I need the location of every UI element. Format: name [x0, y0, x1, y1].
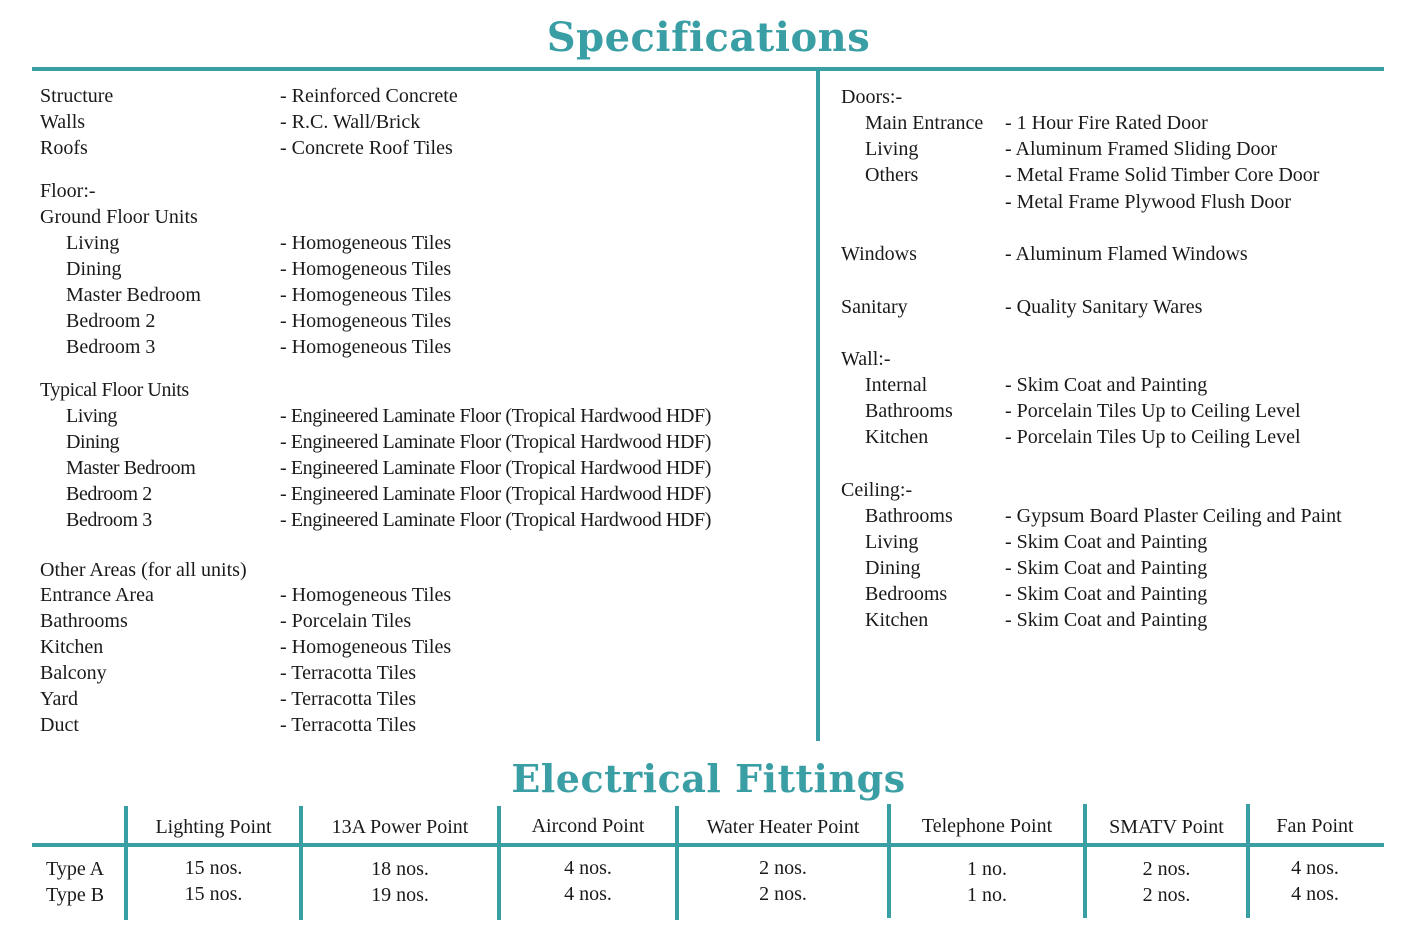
- spec-label: Bedroom 2: [66, 483, 152, 505]
- spec-value: - Engineered Laminate Floor (Tropical Hardwood HDF): [280, 457, 711, 479]
- table-cell: 15 nos.: [184, 883, 243, 905]
- column-header: Telephone Point: [921, 815, 1053, 837]
- spec-label: Living: [66, 232, 120, 254]
- table-cell: 19 nos.: [371, 884, 429, 906]
- column-header: Water Heater Point: [706, 816, 860, 838]
- table-cell: 2 nos.: [759, 857, 807, 879]
- spec-value: - Skim Coat and Painting: [1005, 374, 1208, 396]
- table-cell: 2 nos.: [1142, 858, 1191, 880]
- spec-label: Dining: [66, 258, 122, 280]
- spec-label: Master Bedroom: [66, 457, 196, 479]
- spec-label: Balcony: [40, 662, 107, 684]
- spec-label: Dining: [66, 431, 120, 453]
- spec-label: Walls: [40, 111, 86, 133]
- table-cell: 18 nos.: [371, 858, 429, 880]
- spec-value: - Homogeneous Tiles: [280, 336, 452, 358]
- wall-heading: Wall:-: [841, 348, 891, 370]
- table-cell: 4 nos.: [1291, 857, 1339, 879]
- spec-value: - Aluminum Flamed Windows: [1005, 243, 1248, 265]
- column-header: SMATV Point: [1109, 816, 1224, 838]
- spec-label: Living: [865, 531, 919, 553]
- spec-label: Dining: [865, 557, 921, 579]
- spec-label: Windows: [841, 243, 917, 265]
- table-cell: 4 nos.: [564, 857, 612, 879]
- spec-label: Others: [865, 164, 919, 186]
- spec-value: - Engineered Laminate Floor (Tropical Hardwood HDF): [280, 509, 711, 531]
- spec-label: Bathrooms: [40, 610, 128, 632]
- spec-value: - Metal Frame Plywood Flush Door: [1005, 191, 1292, 213]
- typical-floor-heading: Typical Floor Units: [40, 379, 189, 401]
- floor-heading: Floor:-: [40, 180, 96, 202]
- spec-value: - Metal Frame Solid Timber Core Door: [1005, 164, 1320, 186]
- spec-label: Duct: [40, 714, 79, 736]
- spec-value: - Skim Coat and Painting: [1005, 531, 1208, 553]
- spec-value: - Skim Coat and Painting: [1005, 557, 1208, 579]
- top-divider: [32, 67, 1384, 71]
- spec-label: Yard: [40, 688, 78, 710]
- doors-heading: Doors:-: [841, 86, 903, 108]
- spec-value: - Engineered Laminate Floor (Tropical Hardwood HDF): [280, 483, 711, 505]
- table-cell: 4 nos.: [1291, 883, 1339, 905]
- spec-label: Master Bedroom: [66, 284, 201, 306]
- table-cell: 1 no.: [967, 858, 1007, 880]
- column-divider: [816, 69, 820, 741]
- spec-value: - Terracotta Tiles: [280, 662, 416, 684]
- spec-label: Bedrooms: [865, 583, 948, 605]
- ground-floor-heading: Ground Floor Units: [40, 206, 198, 228]
- spec-label: Kitchen: [40, 636, 104, 658]
- spec-value: - Porcelain Tiles: [280, 610, 412, 632]
- spec-value: - Engineered Laminate Floor (Tropical Hardwood HDF): [280, 431, 711, 453]
- spec-value: - Reinforced Concrete: [280, 85, 458, 107]
- spec-value: - 1 Hour Fire Rated Door: [1005, 112, 1208, 134]
- electrical-fittings-title: Electrical Fittings: [511, 756, 906, 801]
- spec-label: Entrance Area: [40, 584, 154, 606]
- spec-value: - Skim Coat and Painting: [1005, 609, 1208, 631]
- spec-value: - Gypsum Board Plaster Ceiling and Paint: [1005, 505, 1342, 527]
- spec-value: - Terracotta Tiles: [280, 714, 416, 736]
- spec-label: Bedroom 3: [66, 336, 156, 358]
- column-header: Fan Point: [1276, 815, 1354, 837]
- spec-label: Structure: [40, 85, 114, 107]
- spec-value: - Engineered Laminate Floor (Tropical Hardwood HDF): [280, 405, 711, 427]
- other-areas-heading: Other Areas (for all units): [40, 559, 247, 581]
- spec-value: - Terracotta Tiles: [280, 688, 416, 710]
- spec-label: Internal: [865, 374, 928, 396]
- spec-label: Roofs: [40, 137, 88, 159]
- spec-label: Sanitary: [841, 296, 908, 318]
- spec-value: - Homogeneous Tiles: [280, 284, 452, 306]
- table-cell: 2 nos.: [759, 883, 807, 905]
- table-header-divider: [32, 843, 1384, 847]
- spec-value: - Aluminum Framed Sliding Door: [1005, 138, 1278, 160]
- spec-value: - Quality Sanitary Wares: [1005, 296, 1203, 318]
- spec-label: Living: [66, 405, 117, 427]
- spec-value: - Porcelain Tiles Up to Ceiling Level: [1005, 426, 1301, 448]
- spec-label: Living: [865, 138, 919, 160]
- spec-label: Main Entrance: [865, 112, 984, 134]
- spec-label: Bathrooms: [865, 505, 953, 527]
- ceiling-heading: Ceiling:-: [841, 479, 913, 501]
- spec-value: - Homogeneous Tiles: [280, 584, 452, 606]
- column-header: Lighting Point: [155, 816, 272, 838]
- column-header: Aircond Point: [531, 815, 645, 837]
- spec-value: - Homogeneous Tiles: [280, 258, 452, 280]
- row-label: Type B: [46, 884, 105, 906]
- table-cell: 1 no.: [967, 884, 1007, 906]
- spec-value: - Homogeneous Tiles: [280, 310, 452, 332]
- spec-value: - R.C. Wall/Brick: [280, 111, 421, 133]
- spec-value: - Skim Coat and Painting: [1005, 583, 1208, 605]
- spec-label: Bedroom 2: [66, 310, 156, 332]
- spec-label: Bathrooms: [865, 400, 953, 422]
- table-cell: 2 nos.: [1142, 884, 1191, 906]
- spec-label: Kitchen: [865, 609, 929, 631]
- spec-value: - Homogeneous Tiles: [280, 232, 452, 254]
- spec-value: - Porcelain Tiles Up to Ceiling Level: [1005, 400, 1301, 422]
- spec-value: - Homogeneous Tiles: [280, 636, 452, 658]
- column-header: 13A Power Point: [331, 816, 469, 838]
- spec-label: Bedroom 3: [66, 509, 152, 531]
- table-cell: 15 nos.: [184, 857, 243, 879]
- spec-label: Kitchen: [865, 426, 929, 448]
- spec-value: - Concrete Roof Tiles: [280, 137, 453, 159]
- specifications-title: Specifications: [546, 14, 871, 61]
- row-label: Type A: [46, 858, 105, 880]
- table-cell: 4 nos.: [564, 883, 612, 905]
